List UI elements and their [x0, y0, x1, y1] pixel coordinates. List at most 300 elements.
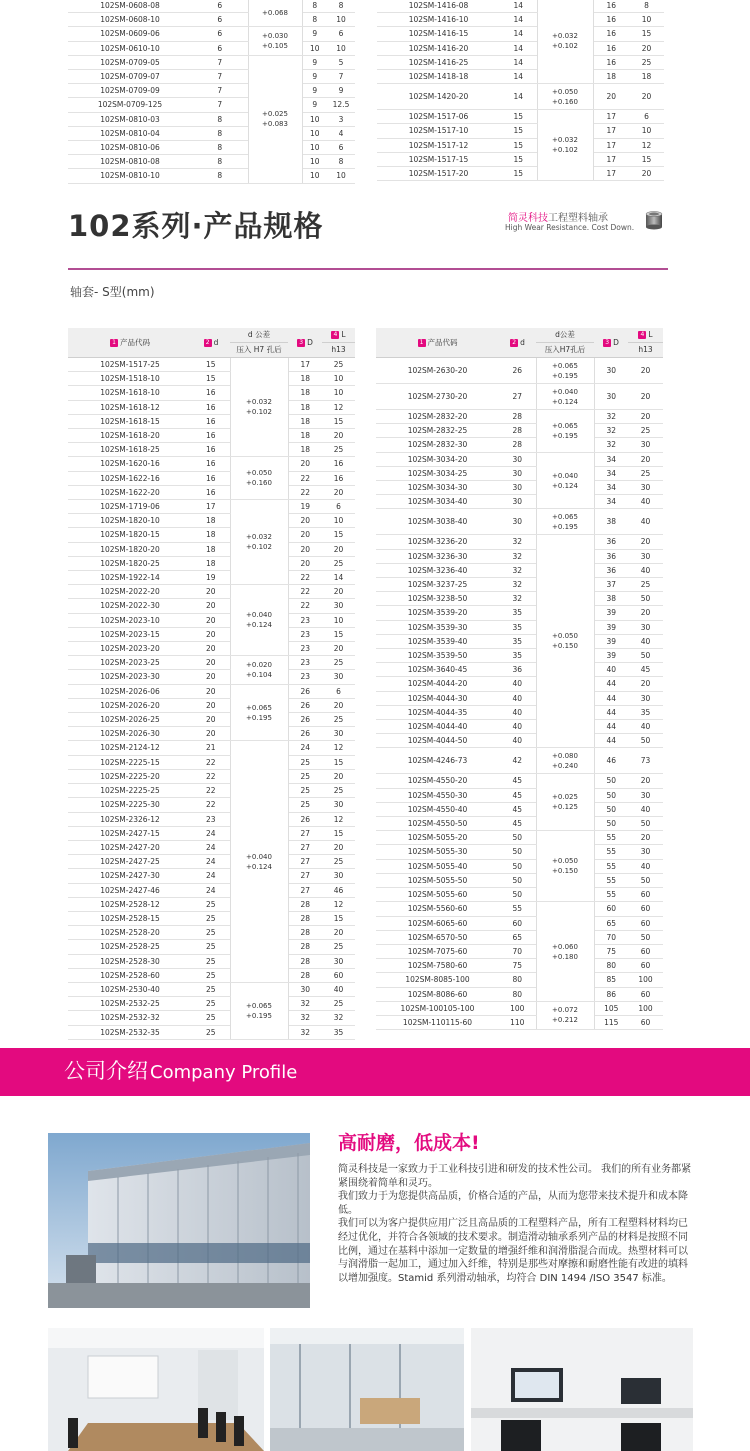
inner-diameter-cell: 50 [499, 845, 536, 859]
outer-diameter-cell: 55 [594, 859, 628, 873]
inner-diameter-cell: 15 [500, 124, 537, 138]
length-cell: 60 [628, 916, 663, 930]
inner-diameter-cell: 25 [192, 926, 230, 940]
inner-diameter-cell: 25 [192, 940, 230, 954]
table-row [68, 670, 355, 684]
product-code-cell: 102SM-0709-09 [68, 84, 192, 98]
inner-diameter-cell: 32 [499, 535, 536, 549]
inner-diameter-cell: 15 [500, 152, 537, 166]
inner-diameter-cell: 25 [192, 954, 230, 968]
inner-diameter-cell: 40 [499, 720, 536, 734]
inner-diameter-cell: 25 [192, 1025, 230, 1039]
table-row [376, 987, 663, 1001]
length-cell: 30 [322, 670, 355, 684]
length-cell: 10 [327, 169, 355, 183]
length-cell: 8 [327, 0, 355, 13]
length-cell: 15 [629, 27, 664, 41]
table-row [68, 642, 355, 656]
table-row [68, 70, 355, 84]
product-code-cell: 102SM-1622-16 [68, 471, 192, 485]
product-code-cell: 102SM-0810-08 [68, 155, 192, 169]
length-cell: 8 [629, 0, 664, 13]
length-cell: 12 [322, 812, 355, 826]
inner-diameter-cell: 20 [192, 599, 230, 613]
table-row [376, 663, 663, 677]
company-banner-title [64, 1055, 297, 1085]
inner-diameter-cell: 20 [192, 642, 230, 656]
table-row [68, 27, 355, 41]
inner-diameter-cell: 25 [192, 982, 230, 996]
section-subtitle: 轴套- S型(mm) [70, 285, 155, 299]
product-code-cell: 102SM-1618-15 [68, 414, 192, 428]
inner-diameter-cell: 22 [192, 755, 230, 769]
spec-table-left [68, 328, 355, 1040]
outer-diameter-cell: 40 [594, 663, 628, 677]
table-row [68, 500, 355, 514]
inner-diameter-cell: 20 [192, 627, 230, 641]
length-cell: 10 [322, 613, 355, 627]
table-row [68, 1025, 355, 1039]
outer-diameter-cell: 20 [288, 556, 322, 570]
table-row [68, 656, 355, 670]
table-row [68, 741, 355, 755]
section-title: 102系列·产品规格 [68, 209, 324, 243]
table-row [68, 840, 355, 854]
length-cell: 15 [322, 414, 355, 428]
outer-diameter-cell: 36 [594, 535, 628, 549]
length-cell: 12 [322, 400, 355, 414]
length-cell: 6 [327, 141, 355, 155]
product-code-cell: 102SM-4044-30 [376, 691, 499, 705]
spec-table-right [376, 328, 663, 1030]
product-code-cell: 102SM-1517-06 [377, 110, 500, 124]
length-cell: 100 [628, 1001, 663, 1015]
length-cell: 40 [628, 720, 663, 734]
outer-diameter-cell: 16 [593, 0, 629, 13]
length-cell: 20 [629, 167, 664, 181]
length-cell: 20 [322, 642, 355, 656]
product-code-cell: 102SM-5055-60 [376, 888, 499, 902]
inner-diameter-cell: 6 [192, 13, 248, 27]
length-cell: 20 [628, 358, 663, 384]
product-code-cell: 102SM-2528-20 [68, 926, 192, 940]
outer-diameter-cell: 22 [288, 585, 322, 599]
inner-diameter-cell: 14 [500, 41, 537, 55]
inner-diameter-cell: 20 [192, 713, 230, 727]
product-code-cell: 102SM-2730-20 [376, 384, 499, 410]
product-code-cell: 102SM-1517-20 [377, 167, 500, 181]
tolerance-cell: +0.020 +0.104 [230, 656, 288, 684]
outer-diameter-cell: 26 [288, 684, 322, 698]
table-row [68, 528, 355, 542]
inner-diameter-cell: 15 [500, 167, 537, 181]
product-code-cell: 102SM-1618-10 [68, 386, 192, 400]
product-code-cell: 102SM-2023-15 [68, 627, 192, 641]
table-row [68, 358, 355, 372]
inner-diameter-cell: 35 [499, 606, 536, 620]
product-code-cell: 102SM-2832-30 [376, 438, 499, 452]
length-cell: 25 [628, 424, 663, 438]
factory-photo [48, 1133, 310, 1308]
header-index-3: 3 [297, 339, 305, 347]
product-code-cell: 102SM-1618-25 [68, 443, 192, 457]
header-L [628, 328, 663, 343]
tolerance-cell: +0.032 +0.102 [537, 110, 593, 181]
outer-diameter-cell: 80 [594, 959, 628, 973]
inner-diameter-cell: 32 [499, 578, 536, 592]
length-cell: 20 [628, 410, 663, 424]
tolerance-cell: +0.032 +0.102 [230, 500, 288, 585]
length-cell: 6 [327, 27, 355, 41]
product-code-cell: 102SM-1517-10 [377, 124, 500, 138]
outer-diameter-cell: 8 [302, 0, 327, 13]
outer-diameter-cell: 30 [594, 384, 628, 410]
product-code-cell: 102SM-2023-20 [68, 642, 192, 656]
outer-diameter-cell: 8 [302, 13, 327, 27]
product-code-cell: 102SM-4044-50 [376, 734, 499, 748]
product-code-cell: 102SM-4550-40 [376, 802, 499, 816]
outer-diameter-cell: 55 [594, 873, 628, 887]
inner-diameter-cell: 35 [499, 649, 536, 663]
header-index-2: 2 [204, 339, 212, 347]
inner-diameter-cell: 45 [499, 817, 536, 831]
bearing-icon [644, 210, 664, 230]
outer-diameter-cell: 75 [594, 944, 628, 958]
table-row [68, 798, 355, 812]
product-code-cell: 102SM-1618-20 [68, 429, 192, 443]
table-row [376, 495, 663, 509]
inner-diameter-cell: 100 [499, 1001, 536, 1015]
outer-diameter-cell: 27 [288, 826, 322, 840]
table-row [68, 429, 355, 443]
inner-diameter-cell: 24 [192, 869, 230, 883]
tolerance-cell: +0.060 +0.180 [536, 902, 594, 1001]
length-cell: 25 [322, 656, 355, 670]
outer-diameter-cell: 34 [594, 495, 628, 509]
inner-diameter-cell: 40 [499, 734, 536, 748]
outer-diameter-cell: 50 [594, 774, 628, 788]
tolerance-cell: +0.072 +0.212 [536, 1001, 594, 1029]
length-cell: 25 [628, 466, 663, 480]
product-code-cell: 102SM-1416-25 [377, 55, 500, 69]
product-code-cell: 102SM-4044-35 [376, 705, 499, 719]
table-row [376, 438, 663, 452]
inner-diameter-cell: 30 [499, 452, 536, 466]
header-code-label: 产品代码 [120, 337, 150, 347]
header-L-label: L [341, 330, 346, 339]
tolerance-cell: +0.065 +0.195 [230, 982, 288, 1039]
table-row [68, 883, 355, 897]
company-paragraph: 我们致力于为您提供高品质，价格合适的产品，从而为您带来技术提升和成本降低。 [338, 1191, 688, 1216]
banner-title-cn: 公司介绍 [64, 1059, 148, 1083]
inner-diameter-cell: 25 [192, 897, 230, 911]
inner-diameter-cell: 7 [192, 84, 248, 98]
outer-diameter-cell: 17 [593, 124, 629, 138]
table-row [376, 535, 663, 549]
product-code-cell: 102SM-2528-30 [68, 954, 192, 968]
length-cell: 25 [322, 855, 355, 869]
outer-diameter-cell: 17 [593, 167, 629, 181]
outer-diameter-cell: 85 [594, 973, 628, 987]
inner-diameter-cell: 18 [192, 542, 230, 556]
product-code-cell: 102SM-4044-40 [376, 720, 499, 734]
outer-diameter-cell: 20 [288, 542, 322, 556]
length-cell: 20 [322, 542, 355, 556]
length-cell: 20 [628, 535, 663, 549]
length-cell: 60 [628, 987, 663, 1001]
product-code-cell: 102SM-3640-45 [376, 663, 499, 677]
brand-tagline [508, 209, 608, 224]
outer-diameter-cell: 18 [288, 443, 322, 457]
table-row [377, 124, 664, 138]
outer-diameter-cell: 39 [594, 634, 628, 648]
table-row [377, 41, 664, 55]
product-code-cell: 102SM-0709-125 [68, 98, 192, 112]
inner-diameter-cell: 50 [499, 873, 536, 887]
table-row [68, 698, 355, 712]
table-row [68, 414, 355, 428]
inner-diameter-cell: 14 [500, 55, 537, 69]
length-cell: 50 [628, 930, 663, 944]
inner-diameter-cell: 22 [192, 769, 230, 783]
tolerance-cell: +0.065 +0.195 [536, 410, 594, 453]
table-row [377, 0, 664, 13]
inner-diameter-cell: 25 [192, 968, 230, 982]
length-cell: 25 [628, 578, 663, 592]
outer-diameter-cell: 105 [594, 1001, 628, 1015]
inner-diameter-cell: 35 [499, 620, 536, 634]
length-cell: 12 [322, 897, 355, 911]
table-row [68, 126, 355, 140]
table-row [68, 727, 355, 741]
header-index-2: 2 [510, 339, 518, 347]
table-row [377, 138, 664, 152]
length-cell: 20 [629, 41, 664, 55]
table-row [376, 649, 663, 663]
product-code-cell: 102SM-2427-25 [68, 855, 192, 869]
outer-diameter-cell: 17 [593, 152, 629, 166]
inner-diameter-cell: 70 [499, 944, 536, 958]
length-cell: 45 [628, 663, 663, 677]
inner-diameter-cell: 20 [192, 698, 230, 712]
inner-diameter-cell: 45 [499, 788, 536, 802]
table-row [68, 141, 355, 155]
table-row [68, 155, 355, 169]
inner-diameter-cell: 14 [500, 27, 537, 41]
tolerance-cell: +0.050 +0.150 [536, 831, 594, 902]
table-row [376, 606, 663, 620]
table-row [68, 954, 355, 968]
length-cell: 30 [628, 845, 663, 859]
length-cell: 20 [322, 429, 355, 443]
tolerance-cell: +0.032 +0.102 [230, 358, 288, 457]
outer-diameter-cell: 16 [593, 55, 629, 69]
tolerance-cell: +0.050 +0.160 [537, 84, 593, 110]
outer-diameter-cell: 30 [288, 982, 322, 996]
length-cell: 30 [322, 954, 355, 968]
inner-diameter-cell: 28 [499, 410, 536, 424]
outer-diameter-cell: 32 [288, 997, 322, 1011]
inner-diameter-cell: 16 [192, 429, 230, 443]
table-row [376, 748, 663, 774]
inner-diameter-cell: 18 [192, 556, 230, 570]
length-cell: 35 [628, 705, 663, 719]
inner-diameter-cell: 22 [192, 784, 230, 798]
table-row [68, 514, 355, 528]
brand-slogan-en: High Wear Resistance. Cost Down. [505, 223, 635, 232]
outer-diameter-cell: 39 [594, 649, 628, 663]
office-corridor-photo [270, 1328, 464, 1451]
inner-diameter-cell: 27 [499, 384, 536, 410]
length-cell: 30 [322, 798, 355, 812]
length-cell: 7 [327, 70, 355, 84]
header-code-label: 产品代码 [427, 337, 458, 347]
outer-diameter-cell: 28 [288, 954, 322, 968]
inner-diameter-cell: 30 [499, 466, 536, 480]
table-row [68, 769, 355, 783]
outer-diameter-cell: 18 [593, 70, 629, 84]
product-code-cell: 102SM-3237-25 [376, 578, 499, 592]
outer-diameter-cell: 28 [288, 926, 322, 940]
length-cell: 20 [628, 452, 663, 466]
inner-diameter-cell: 8 [192, 126, 248, 140]
inner-diameter-cell: 19 [192, 571, 230, 585]
outer-diameter-cell: 24 [288, 741, 322, 755]
inner-diameter-cell: 18 [192, 528, 230, 542]
table-row [377, 152, 664, 166]
outer-diameter-cell: 23 [288, 642, 322, 656]
length-cell: 9 [327, 84, 355, 98]
product-code-cell: 102SM-2026-30 [68, 727, 192, 741]
table-row [68, 940, 355, 954]
outer-diameter-cell: 27 [288, 883, 322, 897]
product-code-cell: 102SM-3034-20 [376, 452, 499, 466]
length-cell: 30 [628, 549, 663, 563]
outer-diameter-cell: 38 [594, 509, 628, 535]
outer-diameter-cell: 38 [594, 592, 628, 606]
tolerance-cell: +0.080 +0.240 [536, 748, 594, 774]
inner-diameter-cell: 24 [192, 883, 230, 897]
product-code-cell: 102SM-100105-100 [376, 1001, 499, 1015]
length-cell: 12.5 [327, 98, 355, 112]
product-code-cell: 102SM-1820-10 [68, 514, 192, 528]
table-row [68, 41, 355, 55]
product-code-cell: 102SM-7580-60 [376, 959, 499, 973]
inner-diameter-cell: 8 [192, 155, 248, 169]
outer-diameter-cell: 25 [288, 769, 322, 783]
table-row [376, 452, 663, 466]
length-cell: 14 [322, 571, 355, 585]
inner-diameter-cell: 32 [499, 563, 536, 577]
header-tol-top: d 公差 [230, 328, 288, 343]
inner-diameter-cell: 30 [499, 481, 536, 495]
length-cell: 15 [322, 627, 355, 641]
header-code [68, 328, 192, 358]
outer-diameter-cell: 39 [594, 620, 628, 634]
outer-diameter-cell: 18 [288, 372, 322, 386]
table-row [68, 84, 355, 98]
inner-diameter-cell: 17 [192, 500, 230, 514]
length-cell: 20 [322, 485, 355, 499]
length-cell: 73 [628, 748, 663, 774]
inner-diameter-cell: 23 [192, 812, 230, 826]
length-cell: 25 [322, 713, 355, 727]
inner-diameter-cell: 16 [192, 485, 230, 499]
header-d [192, 328, 230, 358]
outer-diameter-cell: 25 [288, 784, 322, 798]
table-row [68, 556, 355, 570]
product-code-cell: 102SM-2326-12 [68, 812, 192, 826]
inner-diameter-cell: 16 [192, 400, 230, 414]
inner-diameter-cell: 50 [499, 831, 536, 845]
outer-diameter-cell: 16 [593, 13, 629, 27]
inner-diameter-cell: 14 [500, 70, 537, 84]
outer-diameter-cell: 17 [288, 358, 322, 372]
product-code-cell: 102SM-1517-15 [377, 152, 500, 166]
inner-diameter-cell: 110 [499, 1015, 536, 1029]
brand-suffix: 工程塑料轴承 [548, 213, 608, 224]
inner-diameter-cell: 28 [499, 438, 536, 452]
section-divider [68, 268, 668, 270]
table-row [68, 55, 355, 69]
product-code-cell: 102SM-7075-60 [376, 944, 499, 958]
inner-diameter-cell: 28 [499, 424, 536, 438]
table-row [68, 372, 355, 386]
length-cell: 6 [322, 500, 355, 514]
outer-diameter-cell: 10 [302, 112, 327, 126]
outer-diameter-cell: 9 [302, 27, 327, 41]
product-code-cell: 102SM-2528-25 [68, 940, 192, 954]
inner-diameter-cell: 75 [499, 959, 536, 973]
product-code-cell: 102SM-3539-20 [376, 606, 499, 620]
outer-diameter-cell: 17 [593, 110, 629, 124]
outer-diameter-cell: 23 [288, 670, 322, 684]
outer-diameter-cell: 26 [288, 727, 322, 741]
outer-diameter-cell: 60 [594, 902, 628, 916]
table-row [68, 485, 355, 499]
product-code-cell: 102SM-8086-60 [376, 987, 499, 1001]
length-cell: 20 [322, 840, 355, 854]
outer-diameter-cell: 55 [594, 845, 628, 859]
table-row [68, 542, 355, 556]
length-cell: 40 [628, 563, 663, 577]
outer-diameter-cell: 10 [302, 155, 327, 169]
header-tol-bottom: 压入 H7 孔后 [230, 343, 288, 358]
outer-diameter-cell: 65 [594, 916, 628, 930]
product-code-cell: 102SM-1820-25 [68, 556, 192, 570]
inner-diameter-cell: 30 [499, 509, 536, 535]
outer-diameter-cell: 9 [302, 70, 327, 84]
outer-diameter-cell: 10 [302, 41, 327, 55]
inner-diameter-cell: 7 [192, 98, 248, 112]
outer-diameter-cell: 32 [594, 438, 628, 452]
product-code-cell: 102SM-4550-30 [376, 788, 499, 802]
inner-diameter-cell: 20 [192, 670, 230, 684]
outer-diameter-cell: 34 [594, 466, 628, 480]
outer-diameter-cell: 32 [594, 410, 628, 424]
outer-diameter-cell: 27 [288, 869, 322, 883]
inner-diameter-cell: 6 [192, 41, 248, 55]
length-cell: 32 [322, 1011, 355, 1025]
header-index-1: 1 [418, 339, 426, 347]
table-row [68, 627, 355, 641]
table-row [376, 466, 663, 480]
length-cell: 20 [322, 926, 355, 940]
inner-diameter-cell: 25 [192, 911, 230, 925]
length-cell: 60 [628, 1015, 663, 1029]
product-code-cell: 102SM-2532-35 [68, 1025, 192, 1039]
length-cell: 100 [628, 973, 663, 987]
